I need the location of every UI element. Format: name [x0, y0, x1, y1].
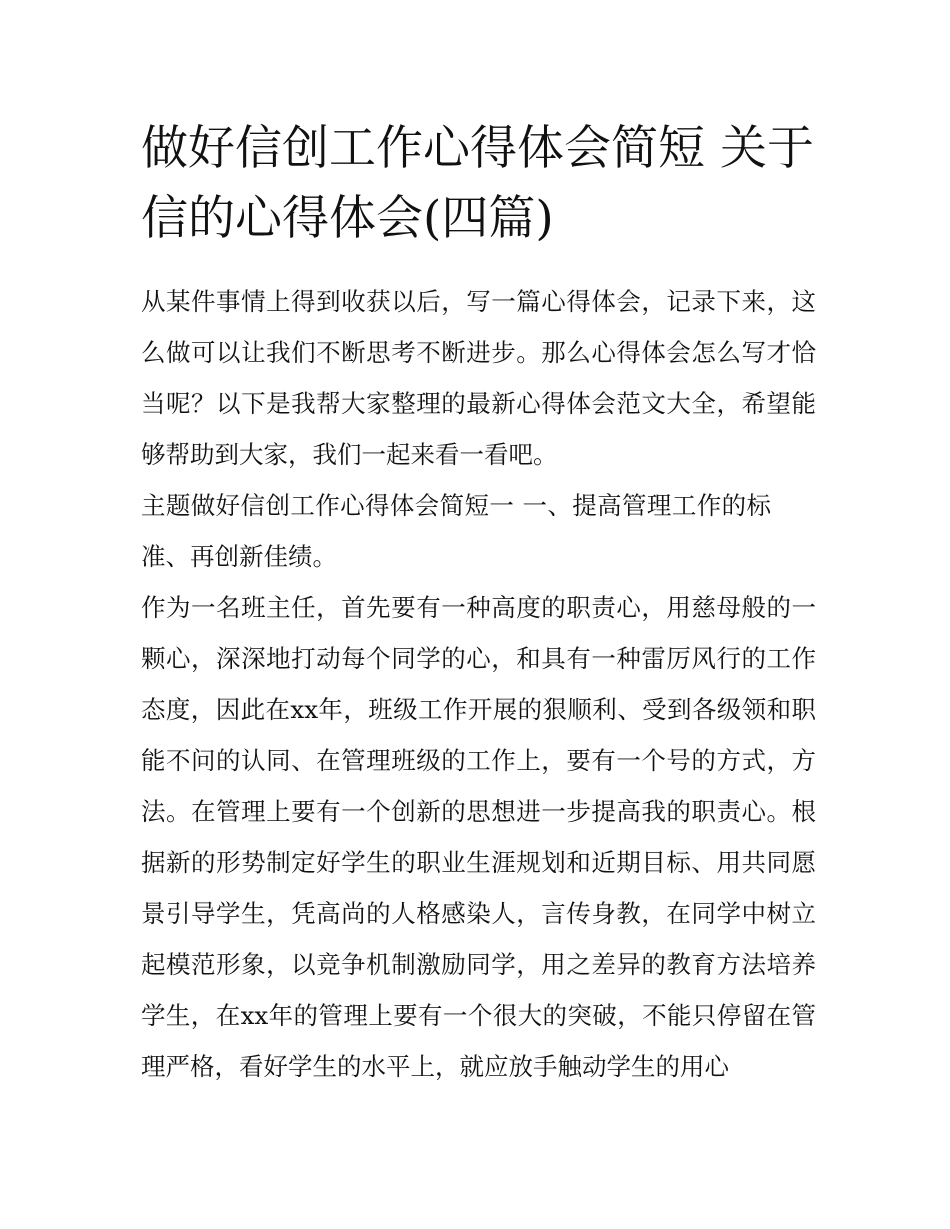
body-paragraph: 作为一名班主任，首先要有一种高度的职责心，用慈母般的一颗心，深深地打动每个同学的心，和具有一种雷厉风行的工作态度，因此在xx年，班级工作开展的狠顺利、受到各级领和职能不问的认同、在管理班级的工作上，要有一个号的方式，方法。在管理上要有一个创新的思想进一步提高我的职责心。根据新的形势制定好学生的职业生涯规划和近期目标、用共同愿景引导学生，凭高尚的人格感染人，言传身教，在同学中树立起模范形象，以竞争机制激励同学，用之差异的教育方法培养学生，在xx年的管理上要有一个很大的突破，不能只停留在管理严格，看好学生的水平上，就应放手触动学生的用心 — [141, 593, 816, 1081]
document-body — [141, 276, 816, 1092]
document-title: 做好信创工作心得体会简短 关于信的心得体会(四篇) — [141, 121, 814, 246]
intro-paragraph: 从某件事情上得到收获以后，写一篇心得体会，记录下来，这么做可以让我们不断思考不断进步。那么心得体会怎么写才恰当呢？以下是我帮大家整理的最新心得体会范文大全，希望能够帮助到大家，我们一起来看一看吧。 — [141, 287, 816, 469]
section-heading-paragraph: 主题做好信创工作心得体会简短一 一、提高管理工作的标准、再创新佳绩。 — [141, 491, 771, 571]
